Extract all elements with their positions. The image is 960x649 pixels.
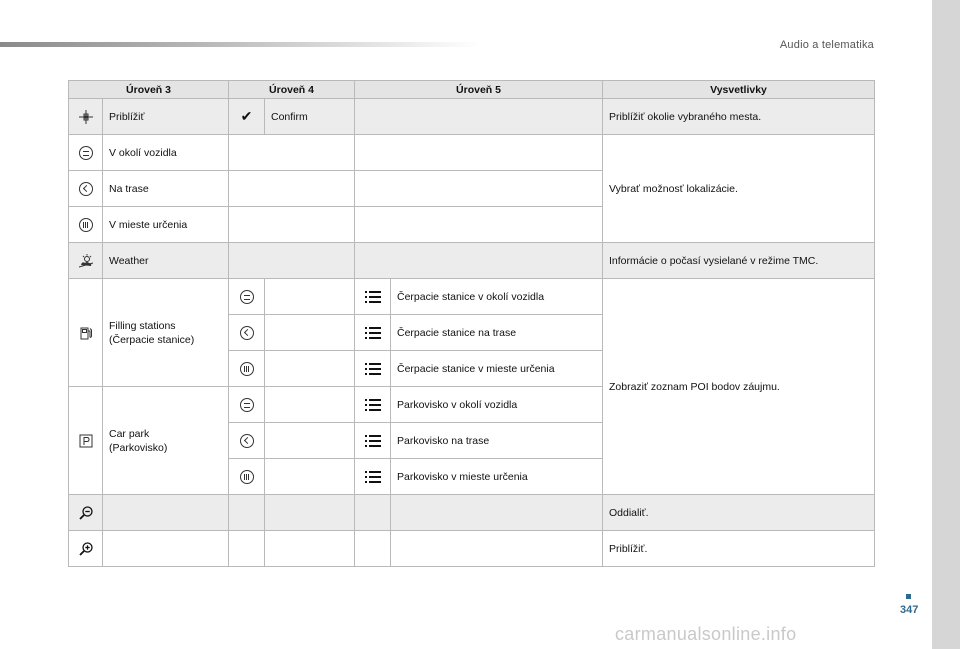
route-label: Na trase xyxy=(103,171,229,207)
filling-item: Čerpacie stanice v mieste určenia xyxy=(391,351,603,387)
poi-description: Zobraziť zoznam POI bodov záujmu. xyxy=(603,279,875,495)
empty-cell xyxy=(355,171,603,207)
table-row xyxy=(69,99,875,135)
empty-cell xyxy=(355,495,391,531)
empty-cell xyxy=(229,531,265,567)
empty-cell xyxy=(229,207,355,243)
around-vehicle-icon xyxy=(69,135,103,171)
checkmark-icon: ✔ xyxy=(229,99,265,135)
carpark-item: Parkovisko v okolí vozidla xyxy=(391,387,603,423)
destination-icon xyxy=(229,351,265,387)
zoom-description: Priblížiť okolie vybraného mesta. xyxy=(603,99,875,135)
on-route-icon xyxy=(229,315,265,351)
page-number: 347 xyxy=(900,604,919,616)
table-row xyxy=(69,135,875,171)
filling-item: Čerpacie stanice v okolí vozidla xyxy=(391,279,603,315)
table-row xyxy=(69,243,875,279)
table-header-row xyxy=(69,81,875,99)
fuel-pump-icon xyxy=(69,279,103,387)
list-icon xyxy=(355,423,391,459)
empty-cell xyxy=(355,99,603,135)
watermark: carmanualsonline.info xyxy=(615,624,797,644)
filling-item: Čerpacie stanice na trase xyxy=(391,315,603,351)
header-level4: Úroveň 4 xyxy=(229,81,355,99)
empty-cell xyxy=(391,495,603,531)
dest-label: V mieste určenia xyxy=(103,207,229,243)
list-icon xyxy=(355,315,391,351)
around-vehicle-icon xyxy=(229,387,265,423)
around-label: V okolí vozidla xyxy=(103,135,229,171)
zoom-label: Priblížiť xyxy=(103,99,229,135)
section-title: Audio a telematika xyxy=(779,39,874,51)
empty-cell xyxy=(229,243,355,279)
around-vehicle-icon xyxy=(229,279,265,315)
empty-cell xyxy=(265,387,355,423)
filling-label-line2: (Čerpacie stanice) xyxy=(109,333,195,346)
parking-icon xyxy=(69,387,103,495)
table-row xyxy=(69,279,875,315)
empty-cell xyxy=(229,171,355,207)
menu-table xyxy=(68,80,875,567)
carpark-label-line1: Car park xyxy=(109,427,150,440)
filling-label xyxy=(103,279,229,387)
header-explanation: Vysvetlivky xyxy=(603,81,875,99)
zoom-out-description: Oddialiť. xyxy=(603,495,875,531)
empty-cell xyxy=(265,315,355,351)
weather-description: Informácie o počasí vysielané v režime TMC. xyxy=(603,243,875,279)
empty-cell xyxy=(103,495,229,531)
destination-icon xyxy=(229,459,265,495)
on-route-icon xyxy=(229,423,265,459)
on-route-icon xyxy=(69,171,103,207)
empty-cell xyxy=(355,207,603,243)
zoom-in-description: Priblížiť. xyxy=(603,531,875,567)
empty-cell xyxy=(355,531,391,567)
header-level3: Úroveň 3 xyxy=(69,81,229,99)
destination-icon xyxy=(69,207,103,243)
map-zoom-icon xyxy=(69,99,103,135)
empty-cell xyxy=(265,279,355,315)
page-marker xyxy=(906,594,911,599)
empty-cell xyxy=(265,459,355,495)
page-sidebar xyxy=(932,0,960,649)
confirm-label: Confirm xyxy=(265,99,355,135)
carpark-label-line2: (Parkovisko) xyxy=(109,441,168,454)
empty-cell xyxy=(391,531,603,567)
list-icon xyxy=(355,351,391,387)
header-gradient-bar xyxy=(0,42,480,47)
zoom-out-icon xyxy=(69,495,103,531)
weather-icon xyxy=(69,243,103,279)
list-icon xyxy=(355,459,391,495)
weather-label: Weather xyxy=(103,243,229,279)
empty-cell xyxy=(265,531,355,567)
location-description: Vybrať možnosť lokalizácie. xyxy=(603,135,875,243)
header-level5: Úroveň 5 xyxy=(355,81,603,99)
empty-cell xyxy=(265,423,355,459)
table-row xyxy=(69,531,875,567)
empty-cell xyxy=(229,135,355,171)
carpark-label xyxy=(103,387,229,495)
empty-cell xyxy=(265,351,355,387)
table-row xyxy=(69,495,875,531)
empty-cell xyxy=(355,135,603,171)
carpark-item: Parkovisko v mieste určenia xyxy=(391,459,603,495)
filling-label-line1: Filling stations xyxy=(109,319,176,332)
empty-cell xyxy=(229,495,265,531)
list-icon xyxy=(355,387,391,423)
empty-cell xyxy=(265,495,355,531)
empty-cell xyxy=(355,243,603,279)
zoom-in-icon xyxy=(69,531,103,567)
list-icon xyxy=(355,279,391,315)
carpark-item: Parkovisko na trase xyxy=(391,423,603,459)
empty-cell xyxy=(103,531,229,567)
